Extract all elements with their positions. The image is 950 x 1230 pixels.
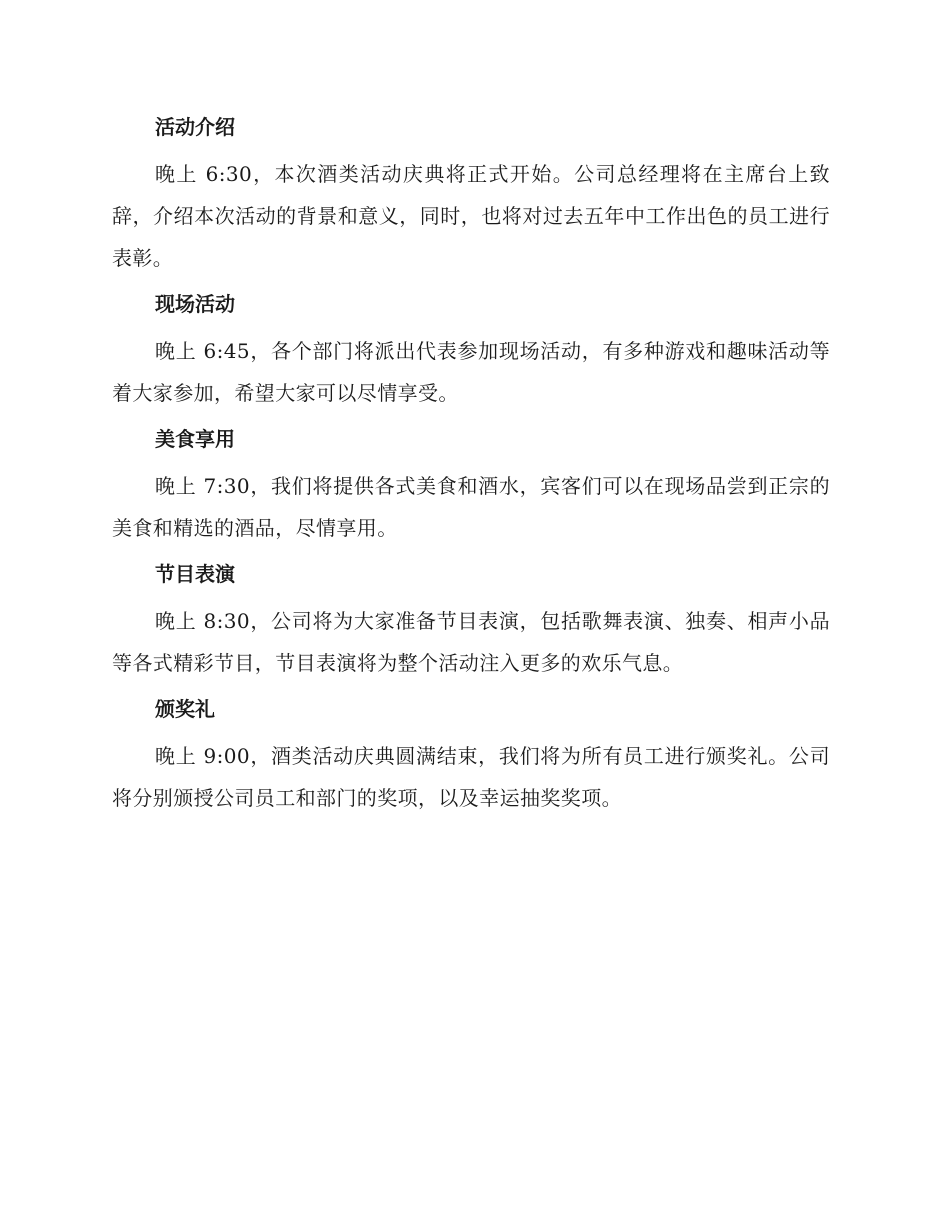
section-heading: 节目表演 [155,562,235,586]
section-paragraph: 晚上 8:30，公司将为大家准备节目表演，包括歌舞表演、独奏、相声小品等各式精彩节目，节目表演将为整个活动注入更多的欢乐气息。 [112,609,830,675]
section-paragraph: 晚上 6:45，各个部门将派出代表参加现场活动，有多种游戏和趣味活动等着大家参加，希望大家可以尽情享受。 [112,339,830,405]
section-heading: 美食享用 [155,427,235,451]
section-paragraph: 晚上 9:00，酒类活动庆典圆满结束，我们将为所有员工进行颁奖礼。公司将分别颁授公司员工和部门的奖项，以及幸运抽奖奖项。 [112,744,830,810]
section-intro [112,108,830,279]
section-awards [112,690,830,819]
document-content [112,108,830,825]
section-heading: 颁奖礼 [155,697,215,721]
section-food [112,420,830,549]
section-heading: 现场活动 [155,292,235,316]
section-onsite-activities [112,285,830,414]
section-paragraph: 晚上 7:30，我们将提供各式美食和酒水，宾客们可以在现场品尝到正宗的美食和精选的酒品，尽情享用。 [112,474,830,540]
section-paragraph: 晚上 6:30，本次酒类活动庆典将正式开始。公司总经理将在主席台上致辞，介绍本次活动的背景和意义，同时，也将对过去五年中工作出色的员工进行表彰。 [112,162,830,270]
section-heading: 活动介绍 [155,115,235,139]
section-performances [112,555,830,684]
